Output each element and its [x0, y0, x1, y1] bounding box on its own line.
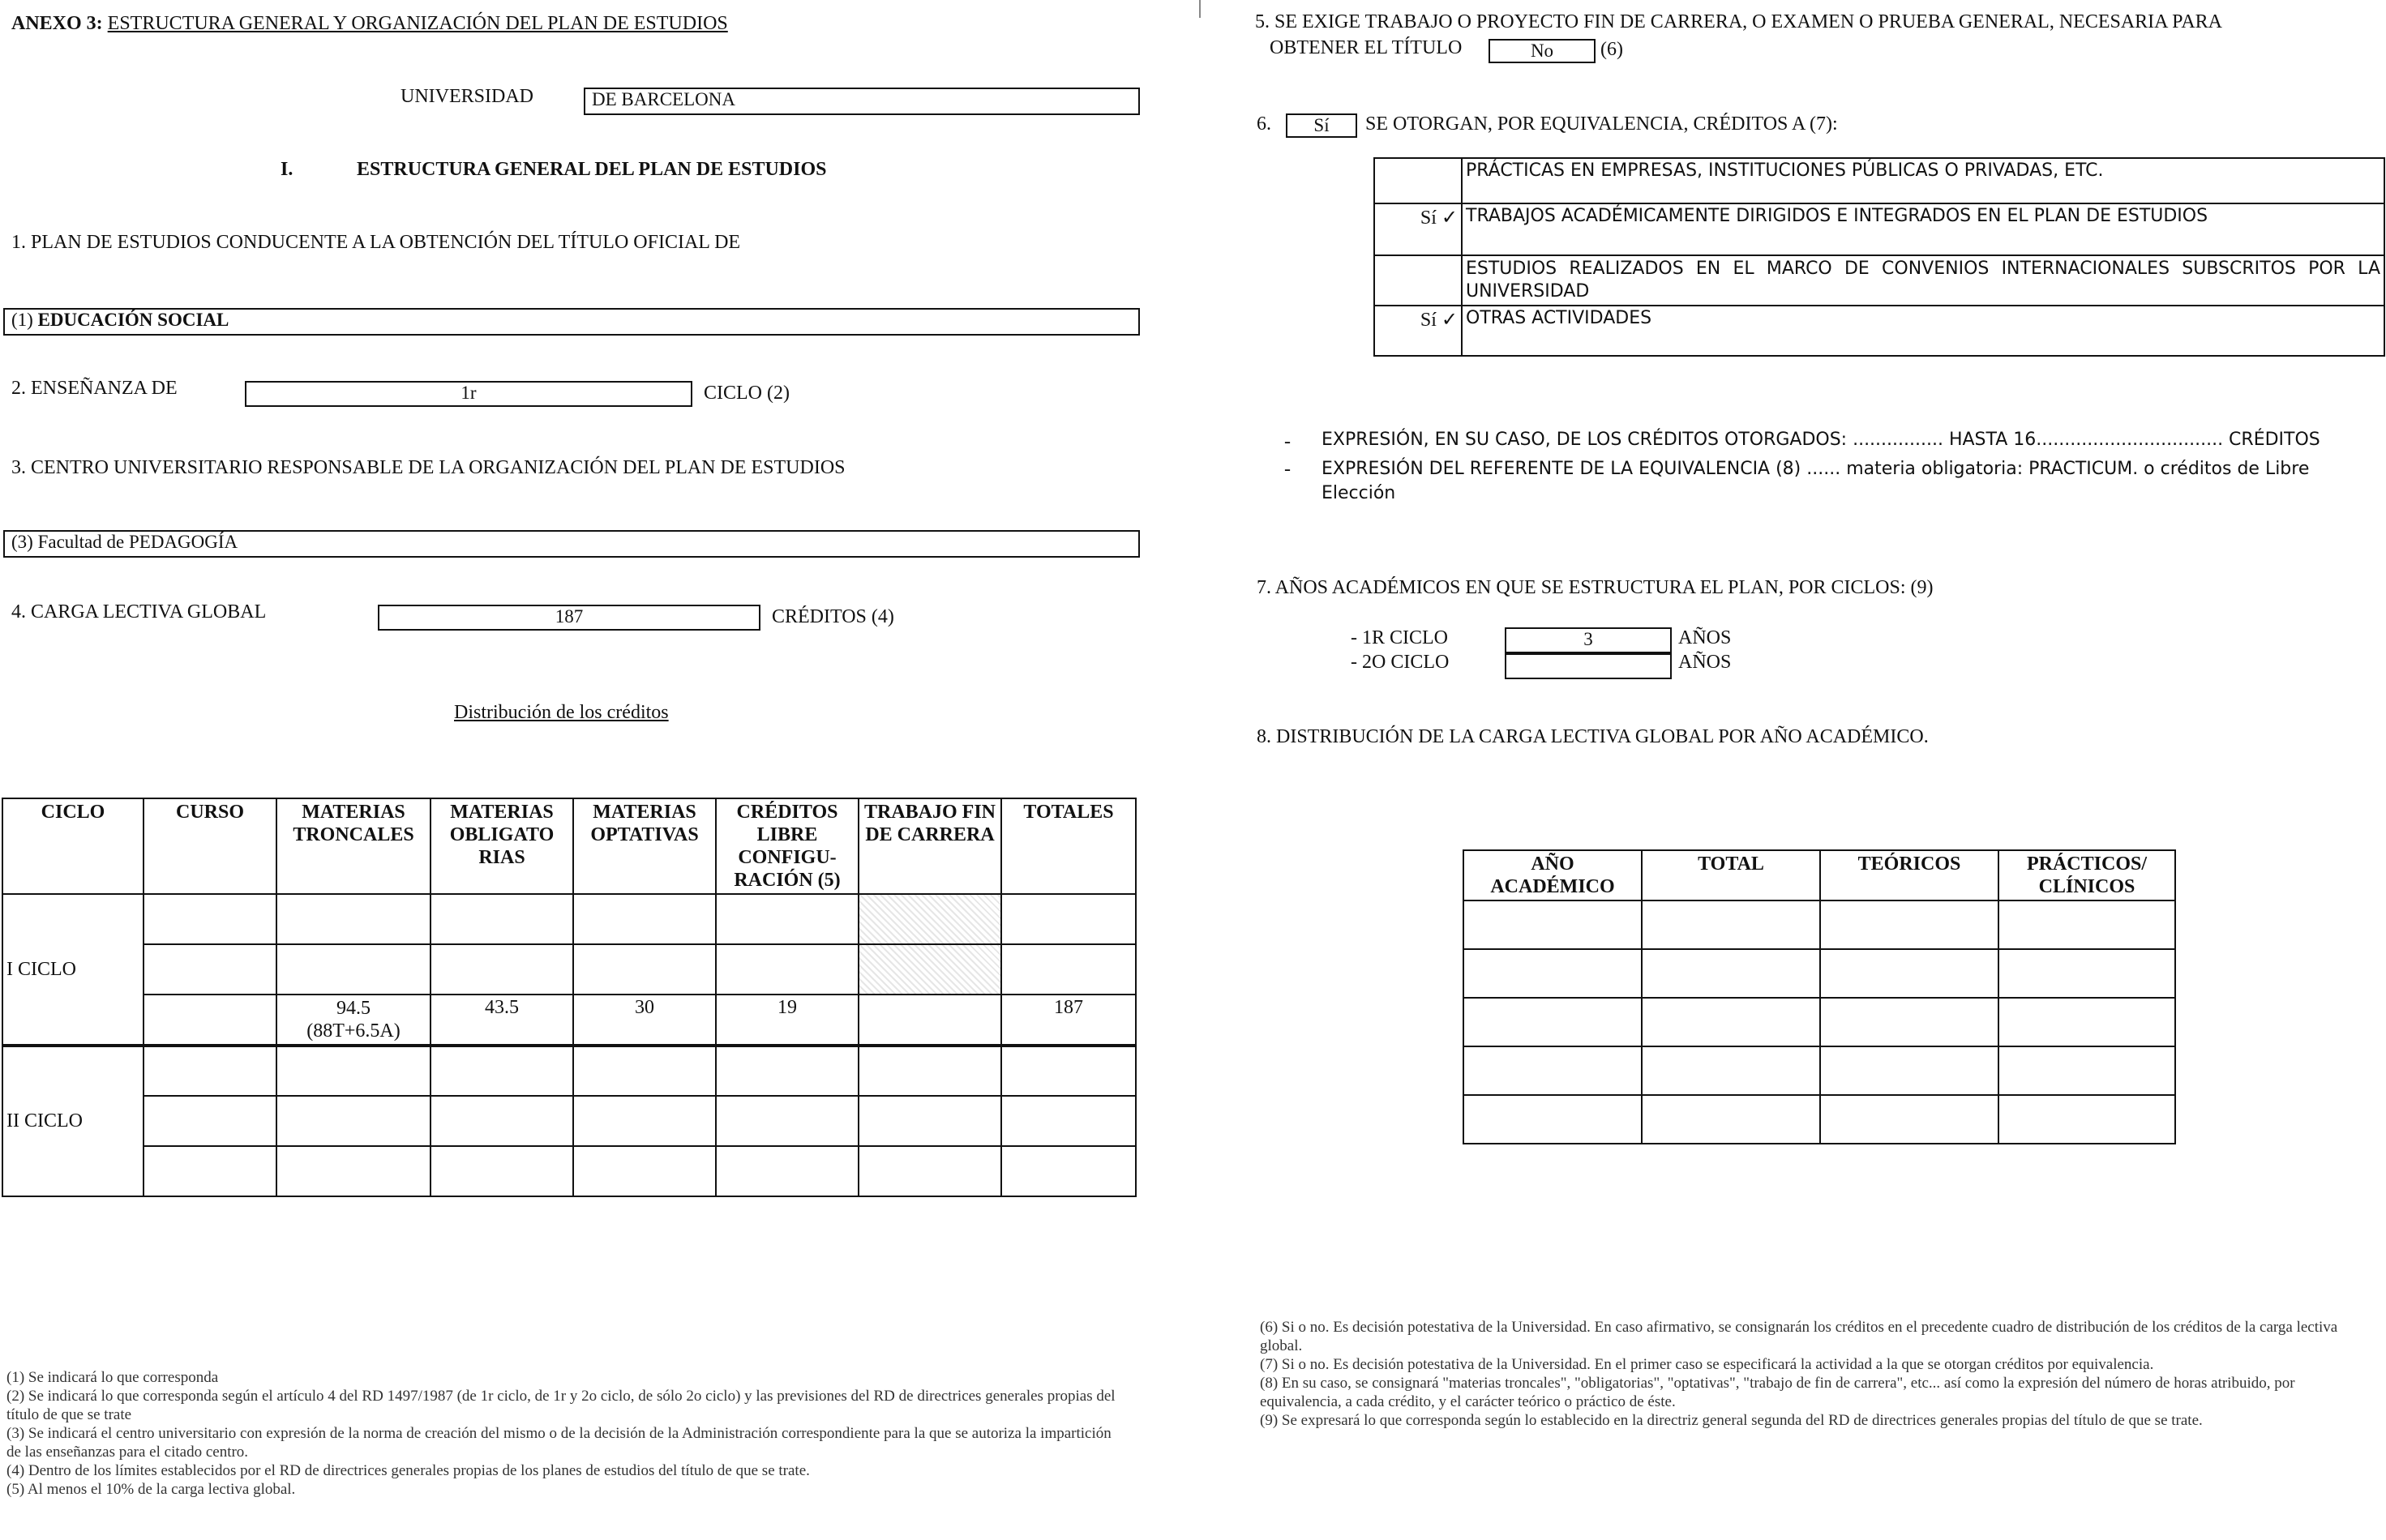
credits-table: [2, 798, 1137, 1197]
year-header-row: [1463, 850, 2175, 900]
table-row: [1374, 203, 2384, 255]
header-curso: CURSO: [144, 798, 276, 894]
annex-heading: [11, 13, 728, 35]
left-footnotes: [6, 1368, 1125, 1499]
expression-reference: EXPRESIÓN DEL REFERENTE DE LA EQUIVALENCIA (8) ...... materia obligatoria: PRACTICUM. o créditos de Libre Elección: [1322, 459, 2310, 503]
equiv-mark: Sí ✓: [1374, 203, 1462, 255]
degree-title-prefix: (1): [11, 310, 33, 330]
table-row: [1463, 900, 2175, 949]
header-trabajo: TRABAJO FIN DE CARRERA: [859, 798, 1001, 894]
distribution-title: Distribución de los créditos: [454, 702, 669, 723]
footnote-4: (4) Dentro de los límites establecidos por el RD de directrices generales propias de los planes de estudios del título de que se trate.: [6, 1462, 810, 1479]
footnote-5: (5) Al menos el 10% de la carga lectiva global.: [6, 1481, 296, 1498]
table-row: [2, 1046, 1136, 1096]
final-project-field: No: [1489, 39, 1596, 63]
years-unit: AÑOS: [1678, 627, 1732, 648]
equiv-mark: [1374, 158, 1462, 203]
equivalence-table: [1373, 157, 2385, 357]
years-unit: AÑOS: [1678, 652, 1732, 673]
table-row: [1374, 158, 2384, 203]
header-ciclo: CICLO: [2, 798, 144, 894]
item-1-label: 1. PLAN DE ESTUDIOS CONDUCENTE A LA OBTENCIÓN DEL TÍTULO OFICIAL DE: [11, 232, 741, 253]
cycle-field: 1r: [245, 381, 692, 407]
table-row: [2, 944, 1136, 995]
table-row: [2, 995, 1136, 1046]
degree-title-value: EDUCACIÓN SOCIAL: [37, 310, 229, 330]
cycle-2-label: II CICLO: [2, 1046, 144, 1196]
equiv-mark: [1374, 255, 1462, 306]
obligatorias-value: 43.5: [431, 995, 573, 1046]
cycle-suffix: CICLO (2): [704, 383, 790, 404]
equivalence-field: Sí: [1286, 113, 1357, 138]
troncales-detail: (88T+6.5A): [306, 1020, 401, 1042]
table-row: [2, 894, 1136, 944]
header-optativas: MATERIAS OPTATIVAS: [573, 798, 716, 894]
troncales-cell: [276, 995, 431, 1046]
footnote-3: (3) Se indicará el centro universitario con expresión de la norma de creación del mismo o de la decisión de la Administración correspondiente para la que se autoriza la impartición de las enseñanzas para el citado centro.: [6, 1425, 1112, 1461]
bullet-dash: -: [1284, 431, 1291, 452]
annex-title: ESTRUCTURA GENERAL Y ORGANIZACIÓN DEL PLAN DE ESTUDIOS: [107, 13, 728, 34]
header-year: AÑO ACADÉMICO: [1463, 850, 1642, 900]
equiv-text: PRÁCTICAS EN EMPRESAS, INSTITUCIONES PÚBLICAS O PRIVADAS, ETC.: [1462, 158, 2384, 203]
item-8-label: 8. DISTRIBUCIÓN DE LA CARGA LECTIVA GLOBAL POR AÑO ACADÉMICO.: [1257, 726, 1929, 747]
right-footnotes: [1260, 1318, 2379, 1430]
equiv-text: ESTUDIOS REALIZADOS EN EL MARCO DE CONVENIOS INTERNACIONALES SUBSCRITOS POR LA UNIVERSIDAD: [1462, 255, 2384, 306]
hatched-cell: [859, 944, 1001, 995]
page-divider: [1199, 0, 1201, 18]
credits-header-row: [2, 798, 1136, 894]
header-total: TOTAL: [1642, 850, 1820, 900]
item-6-text: SE OTORGAN, POR EQUIVALENCIA, CRÉDITOS A (7):: [1365, 113, 1838, 135]
header-theoretical: TEÓRICOS: [1820, 850, 1998, 900]
cycle-1-years-label: - 1R CICLO: [1351, 627, 1448, 648]
global-load-field: 187: [378, 605, 760, 631]
table-row: [2, 1146, 1136, 1196]
equiv-text: OTRAS ACTIVIDADES: [1462, 306, 2384, 356]
table-row: [1463, 998, 2175, 1046]
item-5-line-2: OBTENER EL TÍTULO: [1270, 37, 1463, 58]
university-label: UNIVERSIDAD: [401, 86, 533, 107]
centre-field: (3) Facultad de PEDAGOGÍA: [3, 530, 1140, 558]
degree-title-field: [3, 308, 1140, 336]
equiv-text: TRABAJOS ACADÉMICAMENTE DIRIGIDOS E INTEGRADOS EN EL PLAN DE ESTUDIOS: [1462, 203, 2384, 255]
equiv-mark: Sí ✓: [1374, 306, 1462, 356]
final-project-suffix: (6): [1600, 39, 1623, 60]
item-3-label: 3. CENTRO UNIVERSITARIO RESPONSABLE DE LA ORGANIZACIÓN DEL PLAN DE ESTUDIOS: [11, 457, 846, 478]
annex-label: ANEXO 3:: [11, 13, 103, 34]
section-number: I.: [281, 159, 293, 180]
cycle-1-label: I CICLO: [2, 894, 144, 1046]
libre-value: 19: [716, 995, 859, 1046]
cycle-2-years-label: - 2O CICLO: [1351, 652, 1450, 673]
cycle-2-years-field: [1505, 653, 1672, 679]
global-load-suffix: CRÉDITOS (4): [772, 606, 894, 627]
item-6-number: 6.: [1257, 113, 1271, 135]
footnote-7: (7) Si o no. Es decisión potestativa de la Universidad. En el primer caso se especificará la actividad a la que se otorgan créditos por equivalencia.: [1260, 1356, 2154, 1373]
bullet-dash: -: [1284, 459, 1291, 480]
header-practical: PRÁCTICOS/ CLÍNICOS: [1998, 850, 2175, 900]
optativas-value: 30: [573, 995, 716, 1046]
hatched-cell: [859, 894, 1001, 944]
table-row: [1463, 1046, 2175, 1095]
header-libre: CRÉDITOS LIBRE CONFIGU- RACIÓN (5): [716, 798, 859, 894]
item-4-label: 4. CARGA LECTIVA GLOBAL: [11, 601, 267, 622]
footnote-9: (9) Se expresará lo que corresponda según lo establecido en la directriz general segunda del RD de directrices generales propias del título de que se trate.: [1260, 1412, 2203, 1429]
footnote-2: (2) Se indicará lo que corresponda según el artículo 4 del RD 1497/1987 (de 1r ciclo, de 1r y 2o ciclo, de sólo 2o ciclo) y las previsiones del RD de directrices generales propias del título de que se trate: [6, 1388, 1116, 1423]
year-distribution-table: [1463, 849, 2176, 1144]
table-row: [2, 1096, 1136, 1146]
section-title: ESTRUCTURA GENERAL DEL PLAN DE ESTUDIOS: [357, 159, 827, 180]
footnote-6: (6) Si o no. Es decisión potestativa de la Universidad. En caso afirmativo, se consignarán los créditos en el precedente cuadro de distribución de los créditos de la carga lectiva global.: [1260, 1319, 2338, 1354]
table-row: [1374, 255, 2384, 306]
header-obligatorias: MATERIAS OBLIGATO RIAS: [431, 798, 573, 894]
cycle-1-years-field: 3: [1505, 627, 1672, 653]
university-field: DE BARCELONA: [584, 88, 1140, 115]
header-totales: TOTALES: [1001, 798, 1136, 894]
table-row: [1463, 1095, 2175, 1144]
table-row: [1374, 306, 2384, 356]
item-2-label: 2. ENSEÑANZA DE: [11, 378, 178, 399]
header-troncales: MATERIAS TRONCALES: [276, 798, 431, 894]
item-7-label: 7. AÑOS ACADÉMICOS EN QUE SE ESTRUCTURA EL PLAN, POR CICLOS: (9): [1257, 577, 1934, 598]
footnote-1: (1) Se indicará lo que corresponda: [6, 1369, 219, 1386]
item-5-line-1: 5. SE EXIGE TRABAJO O PROYECTO FIN DE CARRERA, O EXAMEN O PRUEBA GENERAL, NECESARIA PARA: [1255, 11, 2222, 32]
footnote-8: (8) En su caso, se consignará "materias troncales", "obligatorias", "optativas", "trabajo de fin de carrera", etc... así como la expresión del número de horas atribuido, por equivalencia, a cada crédito, y el carácter teórico o práctico de éste.: [1260, 1375, 2295, 1410]
table-row: [1463, 949, 2175, 998]
totales-value: 187: [1001, 995, 1136, 1046]
expression-credits: EXPRESIÓN, EN SU CASO, DE LOS CRÉDITOS OTORGADOS: ................ HASTA 16................................. CRÉDITOS: [1322, 430, 2320, 450]
troncales-value: 94.5: [336, 998, 371, 1019]
